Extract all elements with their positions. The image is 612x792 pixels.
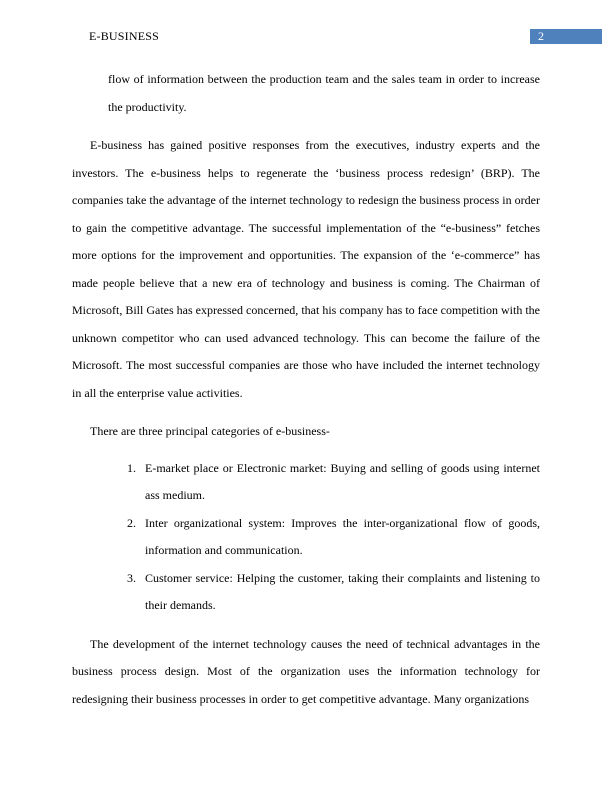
- document-body: [72, 66, 540, 713]
- page-number-badge: 2: [530, 29, 602, 44]
- paragraph-ebusiness-responses: E-business has gained positive responses from the executives, industry experts and the investors. The e-business helps to regenerate the ‘business process redesign’ (BRP). The companies take the advantage of the internet technology to redesign the business process in order to gain the competitive advantage. The successful implementation of the “e-business” fetches more options for the improvement and opportunities. The expansion of the ‘e-commerce” has made people believe that a new era of technology and business is coming. The Chairman of Microsoft, Bill Gates has expressed concerned, that his company has to face competition with the unknown competitor who can used advanced technology. This can become the failure of the Microsoft. The most successful companies are those who have included the internet technology in all the enterprise value activities.: [72, 138, 540, 400]
- list-item: [72, 510, 540, 565]
- continued-list-text: flow of information between the production team and the sales team in order to increase the productivity.: [108, 72, 540, 114]
- ebusiness-categories-list: [72, 455, 540, 620]
- list-item-text: Inter organizational system: Improves the inter-organizational flow of goods, information and communication.: [145, 515, 540, 557]
- running-header: E-BUSINESS: [89, 29, 160, 43]
- list-item-number: 2.: [127, 515, 136, 530]
- list-item-text: E-market place or Electronic market: Buying and selling of goods using internet ass medium.: [145, 460, 540, 502]
- list-item-number: 3.: [127, 570, 136, 585]
- paragraph-internet-development: The development of the internet technology causes the need of technical advantages in the business process design. Most of the organization uses the information technology for redesigning their business processes in order to get competitive advantage. Many organizations: [72, 636, 540, 706]
- list-intro: There are three principal categories of e-business-: [90, 424, 330, 438]
- list-item: [72, 455, 540, 510]
- list-item-number: 1.: [127, 460, 136, 475]
- list-item-text: Customer service: Helping the customer, taking their complaints and listening to their demands.: [145, 570, 540, 612]
- list-item: [72, 565, 540, 620]
